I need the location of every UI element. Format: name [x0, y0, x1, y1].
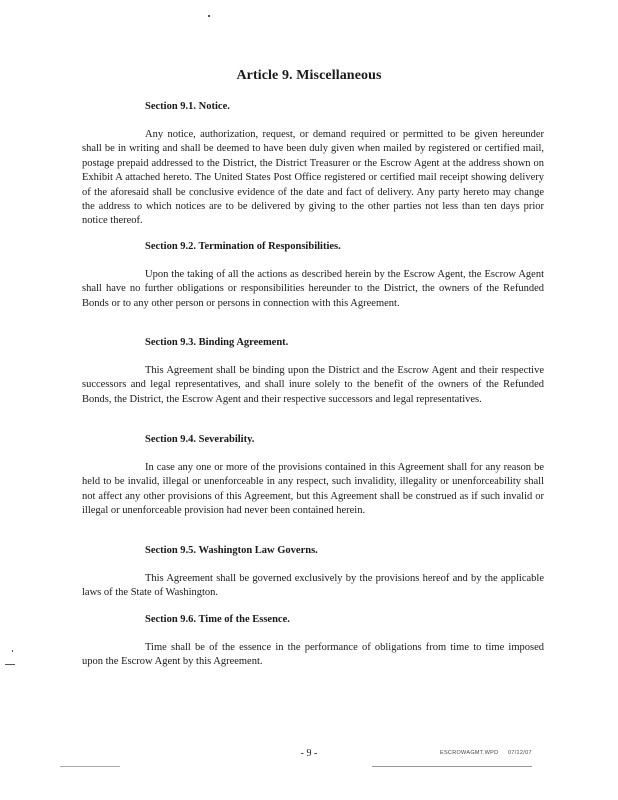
section-heading-9-4: Section 9.4. Severability.: [145, 434, 255, 445]
section-heading-9-6: Section 9.6. Time of the Essence.: [145, 614, 290, 625]
section-heading-9-3: Section 9.3. Binding Agreement.: [145, 337, 289, 348]
section-body-9-1: Any notice, authorization, request, or demand required or permitted to be given hereunder shall be in writing and shall be deemed to have been duly given when mailed by registered or certified mail, postage prepaid addressed to the District, the District Treasurer or the Escrow Agent at the address shown on Exhibit A attached hereto. The United States Post Office registered or certified mail receipt showing delivery of the aforesaid shall be conclusive evidence of the date and fact of delivery. Any party hereto may change the address to which notices are to be delivered by giving to the other parties not less than ten days prior notice thereof.: [82, 129, 544, 227]
section-heading-9-1: Section 9.1. Notice.: [145, 101, 230, 112]
section-heading-9-2: Section 9.2. Termination of Responsibilities.: [145, 241, 341, 252]
footer-doc-code: ESCROWAGMT.WPD: [440, 750, 499, 756]
scan-speck: [12, 650, 13, 652]
footer-doc-date: 07/12/07: [508, 750, 532, 756]
section-body-9-6: Time shall be of the essence in the performance of obligations from time to time imposed upon the Escrow Agent by this Agreement.: [82, 642, 544, 668]
article-title: Article 9. Miscellaneous: [236, 68, 382, 83]
scan-mark-left: [60, 766, 120, 767]
section-body-9-3: This Agreement shall be binding upon the District and the Escrow Agent and their respective successors and legal representatives, and shall inure solely to the benefit of the owners of the Refunded Bonds, the District, the Escrow Agent and their respective successors and legal representatives.: [82, 365, 544, 405]
section-body-9-5: This Agreement shall be governed exclusively by the provisions hereof and by the applicable laws of the State of Washington.: [82, 573, 544, 599]
section-heading-9-5: Section 9.5. Washington Law Governs.: [145, 545, 318, 556]
scan-speck: [5, 664, 15, 665]
section-body-9-4: In case any one or more of the provisions contained in this Agreement shall for any reason be held to be invalid, illegal or unenforceable in any respect, such invalidity, illegality or unenforceability shall not affect any other provisions of this Agreement, but this Agreement shall be construed as if such invalid or illegal or unenforceable provision had never been contained herein.: [82, 462, 544, 517]
scan-mark-right: [372, 766, 532, 767]
scan-speck: [208, 15, 210, 17]
page-number: - 9 -: [300, 748, 318, 759]
section-body-9-2: Upon the taking of all the actions as described herein by the Escrow Agent, the Escrow Agent shall have no further obligations or responsibilities hereunder to the District, the owners of the Refunded Bonds or to any other person or persons in connection with this Agreement.: [82, 269, 544, 309]
